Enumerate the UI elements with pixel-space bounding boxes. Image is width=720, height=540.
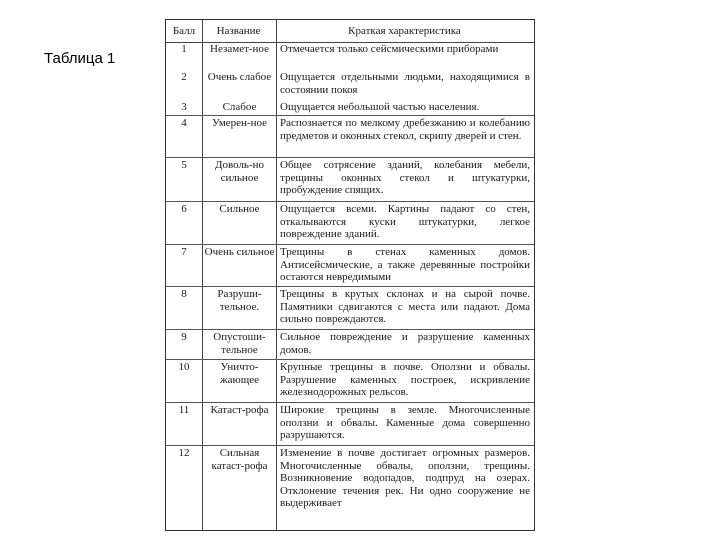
row-number: 11: [178, 404, 190, 416]
row-number: 5: [181, 159, 187, 171]
row-name: Незамет-ное: [210, 43, 269, 55]
row-number: 3: [181, 101, 187, 113]
row-number: 7: [181, 246, 187, 258]
row-number: 9: [181, 331, 187, 343]
row-number: 12: [178, 447, 190, 459]
row-description: Ощущается небольшой частью населения.: [280, 101, 480, 113]
row-separator: [166, 115, 534, 116]
row-name: Катаст-рофа: [210, 404, 269, 416]
row-name: Доволь-но сильное: [214, 159, 265, 184]
header-name: Название: [216, 25, 261, 37]
row-name: Разруши-тельное.: [217, 288, 262, 313]
table-header: [166, 20, 534, 43]
row-number: 4: [181, 117, 187, 129]
row-separator: [166, 244, 534, 245]
row-name: Опустоши-тельное: [213, 331, 266, 356]
row-number: 10: [178, 361, 190, 373]
column-divider: [276, 20, 277, 530]
row-name: Очень слабое: [207, 71, 272, 83]
scanned-table: [165, 19, 535, 531]
row-separator: [166, 445, 534, 446]
row-separator: [166, 359, 534, 360]
row-number: 6: [181, 203, 187, 215]
row-number: 8: [181, 288, 187, 300]
row-description: Ощущается отдельными людьми, находящимися в состоянии покоя: [280, 71, 530, 96]
row-description: Отмечается только сейсмическими приборами: [280, 43, 499, 55]
row-description: Общее сотрясение зданий, колебания мебели, трещины оконных стекол и штукатурки, пробуждение спящих.: [280, 159, 530, 197]
row-name: Умерен-ное: [212, 117, 267, 129]
row-name: Очень сильное: [204, 246, 275, 258]
row-separator: [166, 286, 534, 287]
row-description: Изменение в почве достигает огромных размеров. Многочисленные обвалы, оползни, трещины. Возникновение водопадов, подпруд на озерах. Отклонение течения рек. Ни одно сооружение не выдерживает: [280, 447, 530, 510]
row-separator: [166, 201, 534, 202]
row-separator: [166, 329, 534, 330]
table-caption: Таблица 1: [44, 50, 116, 67]
row-description: Ощущается всеми. Картины падают со стен, откалываются куски штукатурки, легкое повреждение зданий.: [280, 203, 530, 241]
row-name: Сильная катаст-рофа: [211, 447, 268, 472]
row-number: 2: [181, 71, 187, 83]
row-name: Уничто-жающее: [220, 361, 259, 386]
row-separator: [166, 402, 534, 403]
header-description: Краткая характеристика: [348, 25, 461, 37]
row-description: Распознается по мелкому дребезжанию и колебанию предметов и оконных стекол, скрипу дверей и стен.: [280, 117, 530, 142]
row-number: 1: [181, 43, 187, 55]
row-description: Крупные трещины в почве. Оползни и обвалы. Разрушение каменных построек, искривление железнодорожных рельсов.: [280, 361, 530, 399]
row-description: Сильное повреждение и разрушение каменных домов.: [280, 331, 530, 356]
row-name: Слабое: [222, 101, 257, 113]
row-description: Трещины в стенах каменных домов. Антисейсмические, а также деревянные постройки остаются невредимыми: [280, 246, 530, 284]
row-name: Сильное: [219, 203, 260, 215]
row-description: Трещины в крутых склонах и на сырой почве. Памятники сдвигаются с места или падают. Дома сильно повреждаются.: [280, 288, 530, 326]
row-separator: [166, 157, 534, 158]
header-score: Балл: [172, 25, 196, 37]
row-description: Широкие трещины в земле. Многочисленные оползни и обвалы. Каменные дома совершенно разрушаются.: [280, 404, 530, 442]
